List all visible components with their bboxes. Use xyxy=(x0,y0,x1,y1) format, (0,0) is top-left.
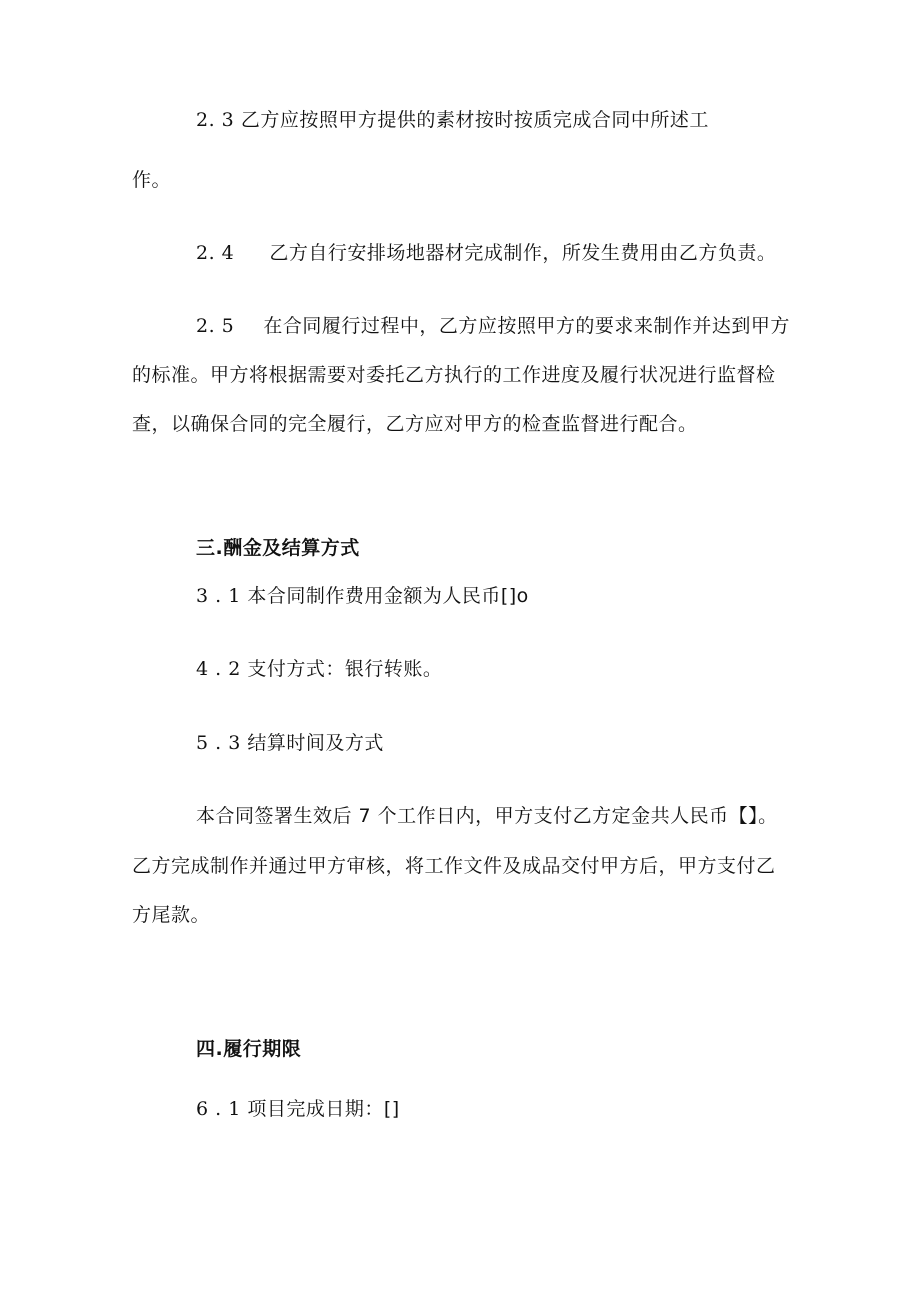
section-3-item-5-3 xyxy=(196,730,384,756)
item-text: 结算时间及方式 xyxy=(247,732,384,754)
clause-2-5-line-2: 的标准。甲方将根据需要对委托乙方执行的工作进度及履行状况进行监督检 xyxy=(132,364,776,386)
item-number: 4 . 2 xyxy=(196,658,241,680)
clause-2-5-line-3: 查，以确保合同的完全履行，乙方应对甲方的检查监督进行配合。 xyxy=(132,413,698,435)
clause-text: 乙方自行安排场地器材完成制作，所发生费用由乙方负责。 xyxy=(269,242,777,264)
item-number: 5 . 3 xyxy=(196,732,241,754)
clause-number: 2. 5 xyxy=(196,315,235,337)
payment-paragraph-line-1: 本合同签署生效后 7 个工作日内，甲方支付乙方定金共人民币【】。 xyxy=(196,805,778,827)
item-text: 支付方式：银行转账。 xyxy=(247,658,443,680)
section-3-item-4-2 xyxy=(196,656,442,682)
clause-2-3-line-2: 作。 xyxy=(132,169,172,191)
item-text: 项目完成日期：[] xyxy=(247,1098,400,1120)
section-3-heading: 三.酬金及结算方式 xyxy=(196,537,360,559)
section-3-item-3-1 xyxy=(196,583,529,609)
item-number: 6 . 1 xyxy=(196,1098,241,1120)
clause-text: 在合同履行过程中，乙方应按照甲方的要求来制作并达到甲方 xyxy=(263,315,790,337)
section-4-heading: 四.履行期限 xyxy=(196,1038,302,1060)
clause-2-3-line-1 xyxy=(196,107,709,133)
clause-2-4 xyxy=(196,240,776,266)
item-number: 3 . 1 xyxy=(196,585,241,607)
item-text: 本合同制作费用金额为人民币[]o xyxy=(247,585,529,607)
clause-2-5-line-1 xyxy=(196,313,790,339)
payment-paragraph-line-2: 乙方完成制作并通过甲方审核，将工作文件及成品交付甲方后，甲方支付乙 xyxy=(132,855,776,877)
clause-text: 乙方应按照甲方提供的素材按时按质完成合同中所述工 xyxy=(240,109,709,131)
clause-number: 2. 4 xyxy=(196,242,235,264)
payment-paragraph-line-3: 方尾款。 xyxy=(132,904,211,926)
clause-number: 2. 3 xyxy=(196,109,235,131)
section-4-item-6-1 xyxy=(196,1096,400,1122)
